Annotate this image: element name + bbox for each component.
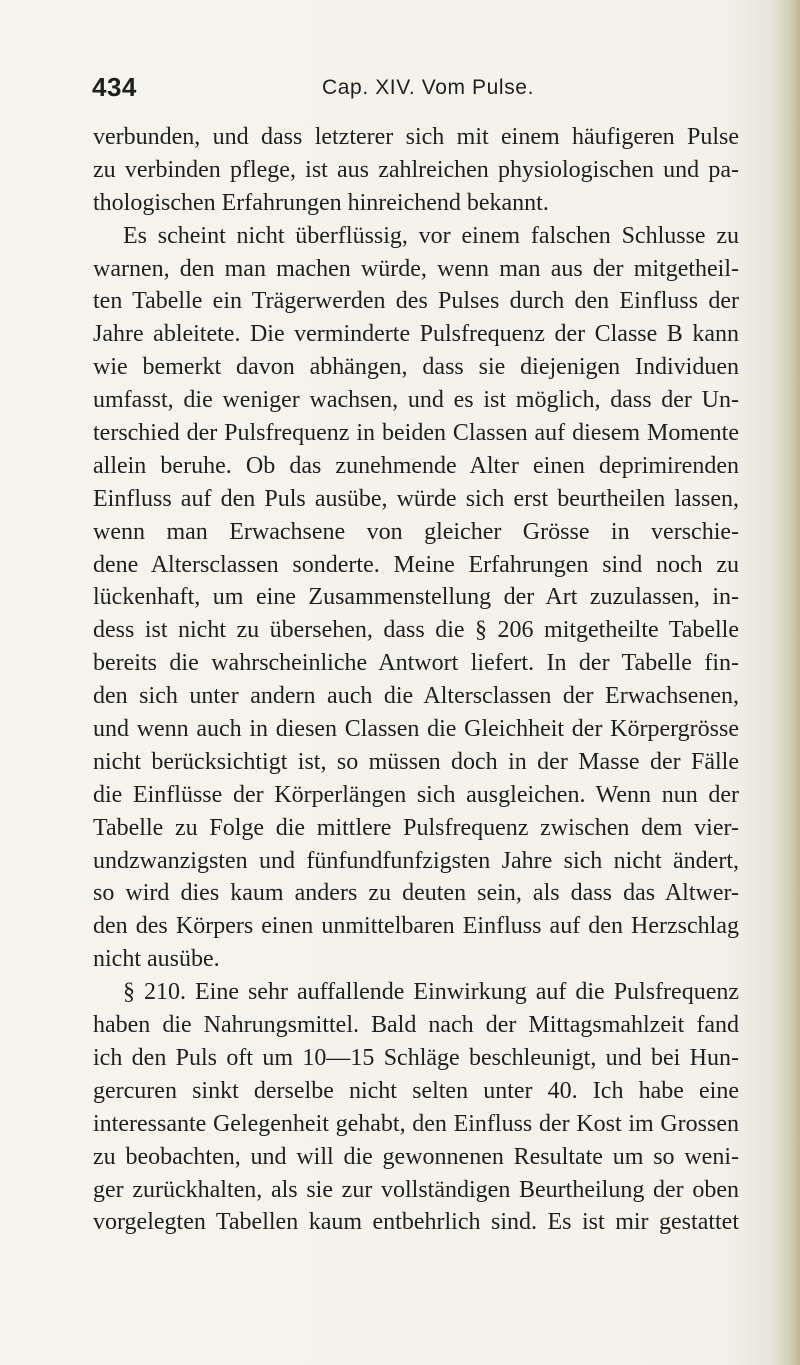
text-line: nicht ausübe. [93, 946, 220, 973]
text-line: § 210. Eine sehr auffallende Einwirkung auf die Pulsfrequenz [123, 979, 739, 1006]
text-line: bereits die wahrscheinliche Antwort liefert. In der Tabelle fin- [93, 650, 739, 677]
text-line: interessante Gelegenheit gehabt, den Einfluss der Kost im Grossen [93, 1110, 739, 1137]
text-line: haben die Nahrungsmittel. Bald nach der Mittagsmahlzeit fand [93, 1012, 739, 1039]
text-line: lückenhaft, um eine Zusammenstellung der Art zuzulassen, in- [93, 584, 739, 611]
page-edge-shadow [774, 0, 800, 1365]
text-line: und wenn auch in diesen Classen die Gleichheit der Körpergrösse [93, 716, 739, 743]
text-line: Jahre ableitete. Die verminderte Pulsfrequenz der Classe B kann [93, 321, 739, 348]
text-line: die Einflüsse der Körperlängen sich ausgleichen. Wenn nun der [93, 781, 739, 808]
text-line: gercuren sinkt derselbe nicht selten unter 40. Ich habe eine [93, 1077, 739, 1104]
page-header [92, 72, 732, 112]
text-line: ten Tabelle ein Trägerwerden des Pulses durch den Einfluss der [93, 288, 739, 315]
text-line: dene Altersclassen sonderte. Meine Erfahrungen sind noch zu [93, 551, 739, 578]
text-line: wenn man Erwachsene von gleicher Grösse in verschie- [93, 518, 739, 545]
text-line: verbunden, und dass letzterer sich mit einem häufigeren Pulse [93, 124, 739, 150]
text-line: ger zurückhalten, als sie zur vollständigen Beurtheilung der oben [93, 1176, 739, 1203]
text-line: vorgelegten Tabellen kaum entbehrlich sind. Es ist mir gestattet [93, 1209, 739, 1236]
text-line: warnen, den man machen würde, wenn man aus der mitgetheil- [93, 255, 739, 282]
text-line: Einfluss auf den Puls ausübe, würde sich erst beurtheilen lassen, [93, 485, 739, 512]
text-line: allein beruhe. Ob das zunehmende Alter einen deprimirenden [93, 452, 739, 479]
text-line: dess ist nicht zu übersehen, dass die § 206 mitgetheilte Tabelle [93, 617, 739, 644]
body-text [93, 121, 739, 1239]
text-line: Es scheint nicht überflüssig, vor einem falschen Schlusse zu [123, 222, 739, 249]
text-line: thologischen Erfahrungen hinreichend bekannt. [93, 189, 549, 216]
text-line: umfasst, die weniger wachsen, und es ist möglich, dass der Un- [93, 387, 739, 414]
text-line: zu beobachten, und will die gewonnenen Resultate um so weni- [93, 1143, 739, 1170]
text-line: Tabelle zu Folge die mittlere Pulsfrequenz zwischen dem vier- [93, 814, 739, 841]
text-line: terschied der Pulsfrequenz in beiden Classen auf diesem Momente [93, 420, 739, 447]
text-line: undzwanzigsten und fünfundfunfzigsten Jahre sich nicht ändert, [93, 847, 739, 874]
text-line: nicht berücksichtigt ist, so müssen doch in der Masse der Fälle [93, 748, 739, 775]
text-line: wie bemerkt davon abhängen, dass sie diejenigen Individuen [93, 354, 739, 381]
text-line: ich den Puls oft um 10—15 Schläge beschleunigt, und bei Hun- [93, 1044, 739, 1071]
text-line: den sich unter andern auch die Altersclassen der Erwachsenen, [93, 683, 739, 710]
running-head: Cap. XIV. Vom Pulse. [322, 76, 535, 99]
text-line: so wird dies kaum anders zu deuten sein, als dass das Altwer- [93, 880, 739, 907]
text-line: zu verbinden pflege, ist aus zahlreichen physiologischen und pa- [93, 156, 739, 183]
text-line: den des Körpers einen unmittelbaren Einfluss auf den Herzschlag [93, 913, 739, 940]
page-number: 434 [92, 72, 137, 102]
